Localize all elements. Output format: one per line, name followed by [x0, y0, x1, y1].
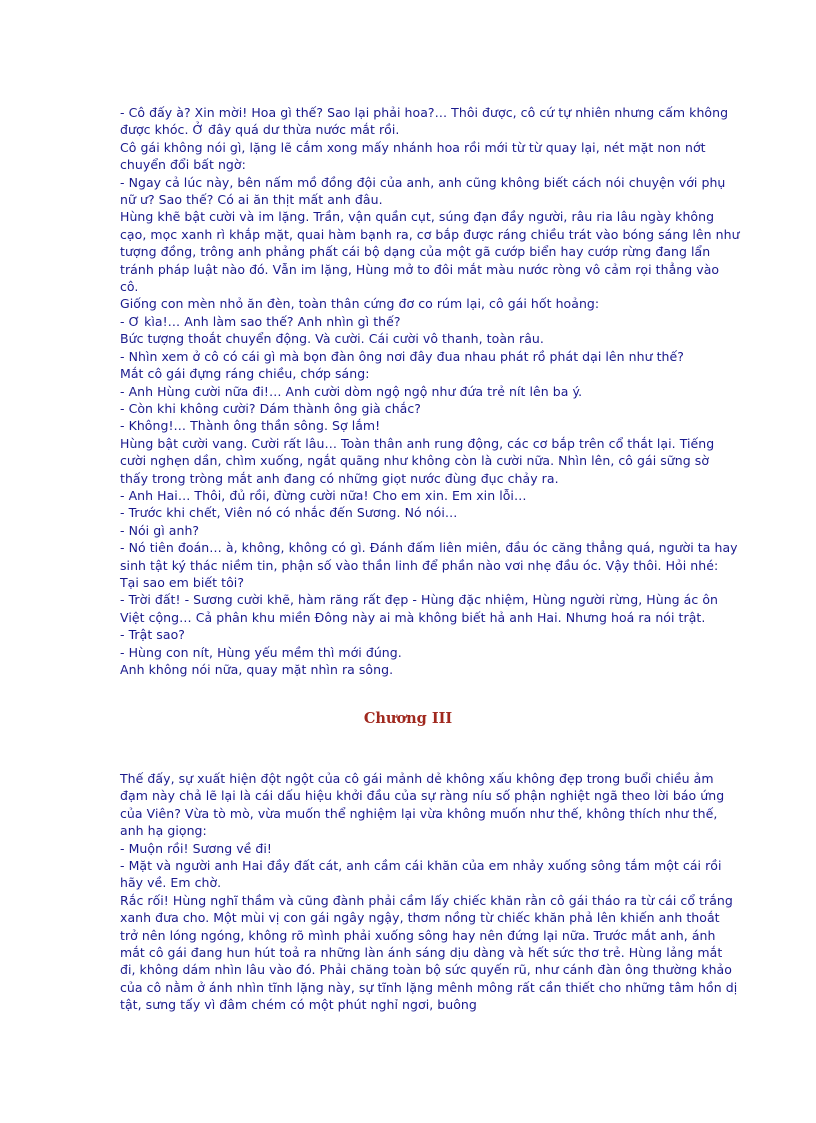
story-text-bottom [120, 770, 740, 1014]
paragraph: - Anh Hai… Thôi, đủ rồi, đừng cười nữa! Cho em xin. Em xin lỗi… [120, 487, 527, 503]
paragraph: Cô gái không nói gì, lặng lẽ cắm xong mấy nhánh hoa rồi mới từ từ quay lại, nét mặt non nớt chuyển đổi bất ngờ: [120, 139, 706, 173]
paragraph: - Cô đấy à? Xin mời! Hoa gì thế? Sao lại phải hoa?… Thôi được, cô cứ tự nhiên nhưng cấm không được khóc. Ở đây quá dư thừa nước mắt rồi. [120, 105, 729, 138]
story-text-top [120, 104, 740, 678]
paragraph: - Trời đất! - Sương cười khẽ, hàm răng rất đẹp - Hùng đặc nhiệm, Hùng người rừng, Hùng ác ôn Việt cộng… Cả phân khu miền Đông này ai mà không biết hả anh Hai. Nhưng hoá ra nói trật. [120, 592, 718, 625]
paragraph: - Mặt và người anh Hai đầy đất cát, anh cầm cái khăn của em nhảy xuống sông tắm một cái rồi hãy về. Em chờ. [120, 858, 722, 891]
paragraph: - Trật sao? [120, 627, 185, 643]
paragraph: Giống con mèn nhỏ ăn đèn, toàn thân cứng đơ co rúm lại, cô gái hốt hoảng: [120, 296, 600, 312]
paragraph: - Ngay cả lúc này, bên nấm mồ đồng đội của anh, anh cũng không biết cách nói chuyện với phụ nữ ư? Sao thế? Có ai ăn thịt mất anh đâu. [120, 174, 726, 208]
paragraph: Bức tượng thoắt chuyển động. Và cười. Cái cười vô thanh, toàn râu. [120, 331, 544, 347]
paragraph: - Nói gì anh? [120, 522, 200, 538]
paragraph: - Không!… Thành ông thần sông. Sợ lắm! [120, 418, 381, 434]
paragraph: - Anh Hùng cười nữa đi!… Anh cười dòm ngộ ngộ như đứa trẻ nít lên ba ý. [120, 383, 583, 399]
paragraph: Mắt cô gái đựng ráng chiều, chớp sáng: [120, 366, 370, 382]
paragraph: - Nó tiên đoán… à, không, không có gì. Đánh đấm liên miên, đầu óc căng thẳng quá, người ta hay sinh tật ký thác niềm tin, phận số vào thần linh để phần nào vơi nhẹ đầu óc. Vậy thôi. Hỏi nhé: Tại sao em biết tôi? [120, 540, 738, 590]
paragraph: - Trước khi chết, Viên nó có nhắc đến Sương. Nó nói… [120, 505, 458, 521]
paragraph: - Nhìn xem ở cô có cái gì mà bọn đàn ông nơi đây đua nhau phát rồ phát dại lên như thế? [120, 348, 684, 364]
chapter-heading: Chương III [363, 710, 453, 727]
paragraph: - Còn khi không cười? Dám thành ông già chắc? [120, 400, 421, 416]
paragraph: - Hùng con nít, Hùng yếu mềm thì mới đúng. [120, 644, 402, 660]
paragraph: Anh không nói nữa, quay mặt nhìn ra sông. [120, 662, 394, 677]
paragraph: Hùng khẽ bật cười và im lặng. Trần, vận quần cụt, súng đạn đầy người, râu ria lâu ngày không cạo, mọc xanh rì khắp mặt, quai hàm bạnh ra, cơ bắp được ráng chiều trát vào bóng sáng lên như tượng đồng, trông anh phảng phất cái bộ dạng của một gã cướp biển hay cướp rừng đang lẩn tránh pháp luật nào đó. Vẫn im lặng, Hùng mở to đôi mắt màu nước ròng vô cảm rọi thẳng vào cô. [120, 209, 740, 295]
paragraph: Rắc rối! Hùng nghĩ thầm và cũng đành phải cầm lấy chiếc khăn rằn cô gái tháo ra từ cái cổ trắng xanh đưa cho. Một mùi vị con gái ngây ngậy, thơm nồng từ chiếc khăn phả lên khiến anh thoắt trở nên lóng ngóng, không rõ mình phải xuống sông hay nên đứng lại nữa. Trước mắt anh, ánh mắt cô gái đang hun hút toả ra những làn ánh sáng dịu dàng và hết sức thơ trẻ. Hùng lảng mắt đi, không dám nhìn lâu vào đó. Phải chăng toàn bộ sức quyến rũ, như cánh đàn ông thường khảo của cô nằm ở ánh nhìn tĩnh lặng này, sự tĩnh lặng mênh mông rất cần thiết cho những tâm hồn dị tật, sưng tấy vì đâm chém có một phút nghỉ ngơi, buông [120, 892, 738, 1013]
paragraph: - Muộn rồi! Sương về đi! [120, 840, 272, 856]
paragraph: - Ơ kìa!… Anh làm sao thế? Anh nhìn gì thế? [120, 313, 401, 329]
paragraph: Thế đấy, sự xuất hiện đột ngột của cô gái mảnh dẻ không xấu không đẹp trong buổi chiều ảm đạm này chả lẽ lại là cái dấu hiệu khởi đầu của sự ràng níu số phận nghiệt ngã theo lời báo ứng của Viên? Vừa tò mò, vừa muốn thể nghiệm lại vừa không muốn như thế, không thích như thế, anh hạ giọng: [120, 771, 725, 839]
paragraph: Hùng bật cười vang. Cười rất lâu… Toàn thân anh rung động, các cơ bắp trên cổ thắt lại. Tiếng cười nghẹn dần, chìm xuống, ngắt quãng như không còn là cười nữa. Nhìn lên, cô gái sững sờ thấy trong tròng mắt anh đang có những giọt nước đùng đục chảy ra. [120, 435, 715, 486]
